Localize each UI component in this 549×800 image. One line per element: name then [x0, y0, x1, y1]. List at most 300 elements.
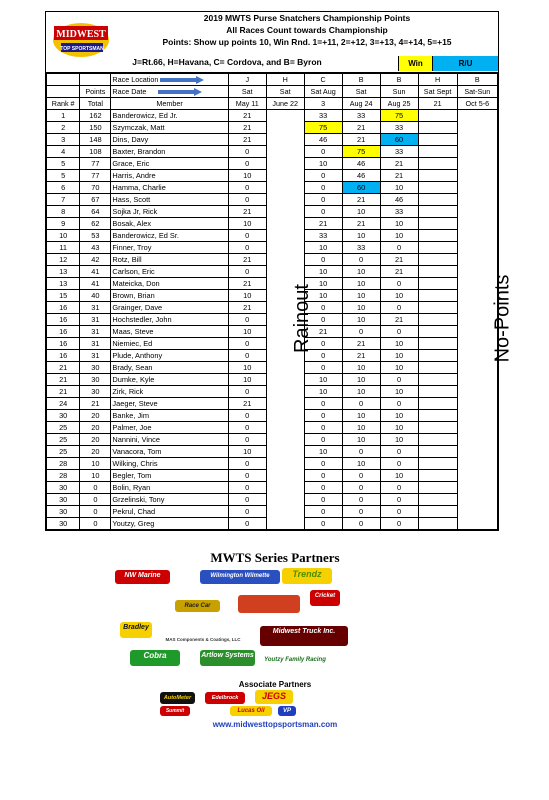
- event-date: 3: [304, 98, 342, 110]
- points-rule: Points: Show up points 10, Win Rnd. 1=+11, 2=+12, 3=+13, 4=+14, 5=+15: [162, 37, 452, 47]
- event-points-cell: [418, 266, 457, 278]
- event-points-cell: [418, 146, 457, 158]
- member-cell: Rotz, Bill: [111, 254, 228, 266]
- rank-cell: 11: [47, 242, 80, 254]
- event-points-cell: 0: [342, 326, 380, 338]
- event-points-cell: 10: [304, 290, 342, 302]
- event-points-cell: 21: [342, 134, 380, 146]
- event-points-cell: 0: [380, 326, 418, 338]
- event-points-cell: 10: [380, 290, 418, 302]
- event-points-cell: 10: [342, 230, 380, 242]
- event-points-cell: [418, 314, 457, 326]
- sheet-subtitle: All Races Count towards Championship: [226, 25, 388, 35]
- rank-cell: 16: [47, 338, 80, 350]
- event-points-cell: [418, 470, 457, 482]
- event-points-cell: 0: [228, 146, 266, 158]
- event-points-cell: 10: [380, 422, 418, 434]
- event-points-cell: 10: [380, 386, 418, 398]
- rank-cell: 30: [47, 506, 80, 518]
- event-day: Sat-Sun: [457, 86, 497, 98]
- cobra-logo: Cobra: [130, 650, 180, 666]
- event-points-cell: [418, 458, 457, 470]
- event-points-cell: 10: [380, 182, 418, 194]
- partners-title: MWTS Series Partners: [210, 550, 340, 565]
- event-points-cell: [418, 242, 457, 254]
- event-points-cell: 21: [228, 254, 266, 266]
- event-points-cell: [418, 410, 457, 422]
- event-points-cell: 21: [342, 338, 380, 350]
- event-points-cell: 0: [304, 434, 342, 446]
- event-points-cell: 21: [304, 218, 342, 230]
- member-cell: Brown, Brian: [111, 290, 228, 302]
- event-points-cell: 0: [304, 482, 342, 494]
- rank-cell: 9: [47, 218, 80, 230]
- summit-logo: Summit: [160, 706, 190, 716]
- event-points-cell: 0: [228, 494, 266, 506]
- event-points-cell: 0: [228, 314, 266, 326]
- event-location: B: [342, 74, 380, 86]
- event-points-cell: 0: [304, 494, 342, 506]
- event-points-cell: 0: [304, 338, 342, 350]
- event-location: C: [304, 74, 342, 86]
- event-points-cell: [418, 206, 457, 218]
- rank-cell: 8: [47, 206, 80, 218]
- event-points-cell: 10: [342, 422, 380, 434]
- rank-cell: 25: [47, 434, 80, 446]
- event-points-cell: 46: [304, 134, 342, 146]
- associate-title: Associate Partners: [238, 680, 312, 689]
- rank-cell: 16: [47, 326, 80, 338]
- event-day: Sat: [266, 86, 304, 98]
- event-points-cell: 0: [228, 386, 266, 398]
- event-points-cell: 10: [342, 266, 380, 278]
- rank-cell: 5: [47, 158, 80, 170]
- member-cell: Dumke, Kyle: [111, 374, 228, 386]
- event-points-cell: 10: [342, 458, 380, 470]
- total-cell: 20: [80, 434, 111, 446]
- event-day: Sat: [342, 86, 380, 98]
- total-cell: 10: [80, 470, 111, 482]
- member-cell: Szymczak, Matt: [111, 122, 228, 134]
- event-points-cell: 0: [304, 194, 342, 206]
- event-points-cell: 0: [380, 398, 418, 410]
- win-legend: Win: [398, 56, 432, 71]
- total-cell: 31: [80, 326, 111, 338]
- event-points-cell: [418, 362, 457, 374]
- event-date: Aug 24: [342, 98, 380, 110]
- artlow-logo: Artlow Systems: [200, 650, 255, 666]
- rank-cell: 13: [47, 266, 80, 278]
- event-points-cell: [418, 434, 457, 446]
- total-cell: 31: [80, 302, 111, 314]
- member-cell: Baxter, Brandon: [111, 146, 228, 158]
- event-date: May 11: [228, 98, 266, 110]
- total-cell: 30: [80, 386, 111, 398]
- vp-logo: VP: [278, 706, 296, 716]
- lucas-oil-logo: Lucas Oil: [230, 706, 272, 716]
- event-points-cell: 21: [228, 110, 266, 122]
- event-day: Sun: [380, 86, 418, 98]
- event-points-cell: 10: [342, 314, 380, 326]
- member-cell: Begler, Tom: [111, 470, 228, 482]
- event-points-cell: 0: [304, 350, 342, 362]
- event-points-cell: 10: [228, 362, 266, 374]
- event-date: June 22: [266, 98, 304, 110]
- member-cell: Brady, Sean: [111, 362, 228, 374]
- member-cell: Pekrul, Chad: [111, 506, 228, 518]
- event-points-cell: 0: [304, 254, 342, 266]
- total-cell: 41: [80, 266, 111, 278]
- points-header: Points: [80, 86, 111, 98]
- event-date: Oct 5-6: [457, 98, 497, 110]
- event-points-cell: [418, 350, 457, 362]
- event-points-cell: 0: [304, 518, 342, 530]
- event-points-cell: 0: [228, 434, 266, 446]
- member-cell: Carlson, Eric: [111, 266, 228, 278]
- member-cell: Banderowicz, Ed Jr.: [111, 110, 228, 122]
- event-points-cell: 0: [304, 410, 342, 422]
- rank-cell: 30: [47, 410, 80, 422]
- blank-cell: [47, 74, 80, 86]
- event-points-cell: 0: [228, 182, 266, 194]
- event-date: 21: [418, 98, 457, 110]
- event-points-cell: 0: [380, 506, 418, 518]
- total-cell: 10: [80, 458, 111, 470]
- arrow-right-icon: [158, 88, 202, 96]
- event-points-cell: 10: [342, 374, 380, 386]
- header-row-location: [47, 74, 498, 86]
- rank-cell: 30: [47, 494, 80, 506]
- total-cell: 42: [80, 254, 111, 266]
- total-cell: 70: [80, 182, 111, 194]
- event-points-cell: 0: [304, 170, 342, 182]
- rainout-label: Rainout: [290, 283, 313, 353]
- event-points-cell: 10: [228, 326, 266, 338]
- event-points-cell: [418, 398, 457, 410]
- jegs-logo: JEGS: [255, 690, 293, 704]
- blank-cell: [80, 74, 111, 86]
- event-points-cell: 75: [304, 122, 342, 134]
- event-location: H: [418, 74, 457, 86]
- member-cell: Maas, Steve: [111, 326, 228, 338]
- event-points-cell: 0: [380, 242, 418, 254]
- event-points-cell: 10: [342, 362, 380, 374]
- youtzy-logo: Youtzy Family Racing: [260, 654, 330, 666]
- race-location-text: Race Location: [112, 75, 159, 84]
- event-points-cell: 10: [342, 206, 380, 218]
- total-cell: 20: [80, 410, 111, 422]
- event-points-cell: 10: [228, 170, 266, 182]
- event-points-cell: 0: [380, 446, 418, 458]
- event-points-cell: 0: [304, 206, 342, 218]
- event-points-cell: [418, 446, 457, 458]
- event-points-cell: 33: [304, 230, 342, 242]
- event-points-cell: 0: [342, 482, 380, 494]
- event-points-cell: 60: [380, 134, 418, 146]
- member-cell: Vanacora, Tom: [111, 446, 228, 458]
- rank-cell: 30: [47, 482, 80, 494]
- total-cell: 41: [80, 278, 111, 290]
- total-cell: 148: [80, 134, 111, 146]
- event-points-cell: 0: [228, 506, 266, 518]
- nw-marine-logo: NW Marine: [115, 570, 170, 584]
- svg-text:TOP SPORTSMAN: TOP SPORTSMAN: [60, 46, 104, 52]
- event-points-cell: [418, 482, 457, 494]
- event-points-cell: 75: [342, 146, 380, 158]
- member-cell: Hamma, Charlie: [111, 182, 228, 194]
- total-cell: 0: [80, 506, 111, 518]
- event-points-cell: 10: [228, 290, 266, 302]
- event-points-cell: 0: [380, 482, 418, 494]
- rank-cell: 16: [47, 302, 80, 314]
- event-points-cell: 0: [380, 278, 418, 290]
- header-row-member: [47, 98, 498, 110]
- edelbrock-logo: Edelbrock: [205, 692, 245, 704]
- member-cell: Palmer, Joe: [111, 422, 228, 434]
- event-points-cell: [418, 134, 457, 146]
- event-points-cell: [418, 182, 457, 194]
- rainout-cell: [266, 110, 313, 530]
- rank-cell: 16: [47, 314, 80, 326]
- event-points-cell: 10: [380, 362, 418, 374]
- event-points-cell: 0: [228, 266, 266, 278]
- event-points-cell: 0: [228, 422, 266, 434]
- member-cell: Bolin, Ryan: [111, 482, 228, 494]
- event-points-cell: 10: [228, 218, 266, 230]
- event-points-cell: [418, 290, 457, 302]
- rank-cell: 10: [47, 230, 80, 242]
- event-location: B: [457, 74, 497, 86]
- event-points-cell: 10: [342, 290, 380, 302]
- event-points-cell: 10: [380, 230, 418, 242]
- event-points-cell: 0: [380, 494, 418, 506]
- member-cell: Niemiec, Ed: [111, 338, 228, 350]
- event-points-cell: [418, 326, 457, 338]
- rank-cell: 2: [47, 122, 80, 134]
- event-points-cell: 33: [342, 242, 380, 254]
- autometer-logo: AutoMeter: [160, 692, 195, 704]
- rank-cell: 30: [47, 518, 80, 530]
- event-points-cell: 0: [228, 350, 266, 362]
- event-points-cell: 0: [380, 518, 418, 530]
- event-points-cell: 21: [342, 194, 380, 206]
- event-location: J: [228, 74, 266, 86]
- event-points-cell: [418, 170, 457, 182]
- event-points-cell: 0: [228, 410, 266, 422]
- total-cell: 43: [80, 242, 111, 254]
- nopoints-label: No-Points: [491, 274, 514, 362]
- event-points-cell: 21: [304, 326, 342, 338]
- arrow-right-icon: [160, 76, 204, 84]
- midwest-truck-logo: Midwest Truck Inc.: [260, 626, 348, 646]
- event-points-cell: 0: [304, 146, 342, 158]
- event-points-cell: 10: [304, 278, 342, 290]
- member-cell: Grainger, Dave: [111, 302, 228, 314]
- event-points-cell: 10: [380, 338, 418, 350]
- member-cell: Finner, Troy: [111, 242, 228, 254]
- rank-cell: 13: [47, 278, 80, 290]
- event-points-cell: 75: [380, 110, 418, 122]
- event-points-cell: 0: [228, 338, 266, 350]
- event-day: Sat: [228, 86, 266, 98]
- event-points-cell: 46: [342, 170, 380, 182]
- event-points-cell: 10: [380, 434, 418, 446]
- event-points-cell: 10: [342, 434, 380, 446]
- event-points-cell: [418, 302, 457, 314]
- member-cell: Banderowicz, Ed Sr.: [111, 230, 228, 242]
- sheet-header: [46, 12, 498, 73]
- total-cell: 31: [80, 350, 111, 362]
- member-cell: Zirk, Rick: [111, 386, 228, 398]
- event-points-cell: 10: [304, 446, 342, 458]
- total-cell: 21: [80, 398, 111, 410]
- event-points-cell: 0: [304, 182, 342, 194]
- mas-logo: MAS Components & Coatings, LLC: [160, 634, 246, 646]
- rank-cell: 21: [47, 374, 80, 386]
- rank-cell: 25: [47, 422, 80, 434]
- event-points-cell: 0: [380, 302, 418, 314]
- event-points-cell: 10: [342, 302, 380, 314]
- event-points-cell: 10: [342, 410, 380, 422]
- table-row: [47, 110, 498, 122]
- location-legend: J=Rt.66, H=Havana, C= Cordova, and B= Byron: [132, 57, 322, 67]
- event-points-cell: 0: [342, 446, 380, 458]
- member-cell: Grace, Eric: [111, 158, 228, 170]
- event-points-cell: 0: [304, 458, 342, 470]
- svg-text:MIDWEST: MIDWEST: [56, 29, 106, 40]
- member-cell: Grzelinski, Tony: [111, 494, 228, 506]
- event-points-cell: 21: [380, 254, 418, 266]
- total-cell: 77: [80, 170, 111, 182]
- event-day: Sat Aug: [304, 86, 342, 98]
- nopoints-cell: [457, 110, 514, 530]
- event-points-cell: 21: [228, 278, 266, 290]
- event-points-cell: 46: [380, 194, 418, 206]
- event-points-cell: 46: [342, 158, 380, 170]
- event-points-cell: 0: [380, 374, 418, 386]
- wilmington-logo: Wilmington Wilmette Marine: [200, 570, 280, 584]
- event-points-cell: 0: [304, 506, 342, 518]
- event-points-cell: 21: [228, 206, 266, 218]
- event-points-cell: 0: [342, 506, 380, 518]
- event-points-cell: 0: [304, 362, 342, 374]
- total-cell: 0: [80, 482, 111, 494]
- total-cell: 30: [80, 374, 111, 386]
- rank-cell: 7: [47, 194, 80, 206]
- event-points-cell: [418, 110, 457, 122]
- event-points-cell: 10: [304, 158, 342, 170]
- member-cell: Hass, Scott: [111, 194, 228, 206]
- event-points-cell: 33: [304, 110, 342, 122]
- event-points-cell: [418, 278, 457, 290]
- member-cell: Jaeger, Steve: [111, 398, 228, 410]
- event-points-cell: [418, 158, 457, 170]
- event-points-cell: 0: [228, 518, 266, 530]
- partners-section: [60, 550, 490, 730]
- rank-cell: 1: [47, 110, 80, 122]
- event-points-cell: 21: [380, 170, 418, 182]
- member-cell: Bosak, Alex: [111, 218, 228, 230]
- event-points-cell: 0: [342, 398, 380, 410]
- member-cell: Mateicka, Don: [111, 278, 228, 290]
- bradley-logo: Bradley: [120, 622, 152, 638]
- event-points-cell: 0: [342, 518, 380, 530]
- event-points-cell: 0: [380, 458, 418, 470]
- rank-cell: 15: [47, 290, 80, 302]
- total-cell: 20: [80, 446, 111, 458]
- event-points-cell: 0: [304, 398, 342, 410]
- sheet-title: 2019 MWTS Purse Snatchers Championship Points: [203, 13, 411, 23]
- event-points-cell: [418, 374, 457, 386]
- race-date-text: Race Date: [112, 87, 147, 96]
- event-points-cell: 0: [342, 470, 380, 482]
- event-points-cell: 21: [380, 158, 418, 170]
- event-points-cell: 33: [380, 206, 418, 218]
- event-points-cell: 0: [342, 254, 380, 266]
- event-points-cell: 21: [380, 314, 418, 326]
- event-points-cell: 0: [304, 302, 342, 314]
- website-link[interactable]: www.midwesttopsportsman.com: [212, 720, 338, 729]
- total-cell: 77: [80, 158, 111, 170]
- event-points-cell: [418, 338, 457, 350]
- rank-cell: 28: [47, 470, 80, 482]
- total-cell: 30: [80, 362, 111, 374]
- rank-header: Rank #: [47, 98, 80, 110]
- member-cell: Wilking, Chris: [111, 458, 228, 470]
- total-cell: 31: [80, 338, 111, 350]
- member-cell: Dins, Davy: [111, 134, 228, 146]
- event-points-cell: 0: [228, 458, 266, 470]
- event-points-cell: 10: [304, 386, 342, 398]
- event-points-cell: [418, 494, 457, 506]
- rank-cell: 24: [47, 398, 80, 410]
- event-points-cell: 0: [228, 470, 266, 482]
- member-cell: Harris, Andre: [111, 170, 228, 182]
- event-points-cell: 0: [228, 230, 266, 242]
- event-points-cell: 10: [380, 218, 418, 230]
- event-points-cell: 10: [304, 374, 342, 386]
- event-points-cell: 10: [228, 374, 266, 386]
- rank-cell: 21: [47, 386, 80, 398]
- rank-cell: 4: [47, 146, 80, 158]
- total-cell: 162: [80, 110, 111, 122]
- race-location-label: [111, 74, 228, 86]
- points-table: [46, 73, 514, 530]
- event-points-cell: 33: [342, 110, 380, 122]
- event-location: H: [266, 74, 304, 86]
- member-header: Member: [111, 98, 228, 110]
- event-points-cell: 10: [342, 278, 380, 290]
- event-points-cell: 21: [342, 122, 380, 134]
- total-cell: 20: [80, 422, 111, 434]
- event-points-cell: 0: [304, 314, 342, 326]
- total-cell: 31: [80, 314, 111, 326]
- header-row-date: [47, 86, 498, 98]
- event-points-cell: 60: [342, 182, 380, 194]
- event-points-cell: 21: [228, 302, 266, 314]
- runner-up-legend: R/U: [432, 56, 498, 71]
- total-cell: 64: [80, 206, 111, 218]
- event-points-cell: [418, 506, 457, 518]
- event-date: Aug 25: [380, 98, 418, 110]
- rank-cell: 6: [47, 182, 80, 194]
- member-cell: Plude, Anthony: [111, 350, 228, 362]
- event-points-cell: 10: [228, 446, 266, 458]
- event-points-cell: 0: [304, 470, 342, 482]
- event-points-cell: [418, 122, 457, 134]
- event-points-cell: 21: [228, 398, 266, 410]
- event-points-cell: 21: [228, 134, 266, 146]
